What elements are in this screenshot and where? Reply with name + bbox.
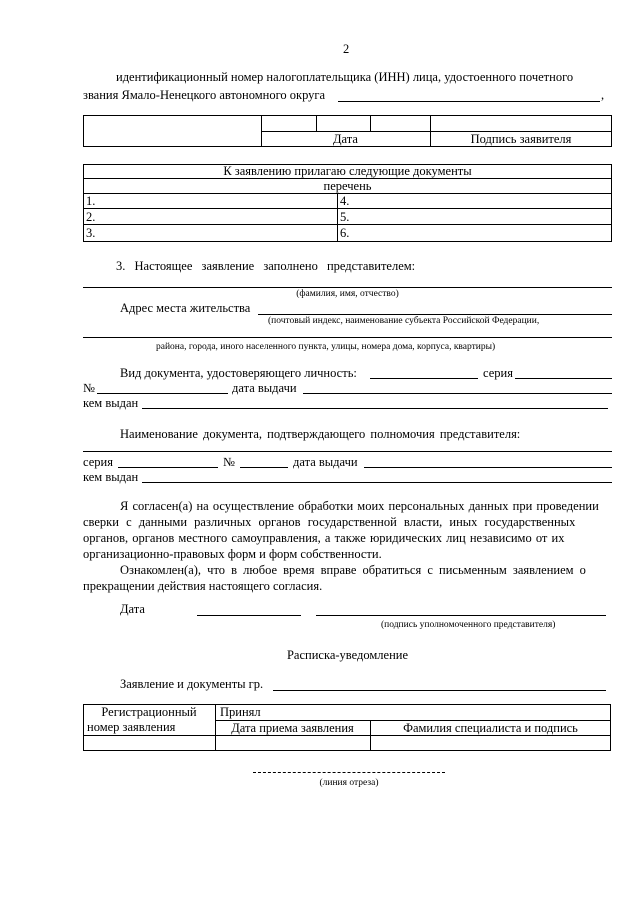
id-doc-label: Вид документа, удостоверяющего личность:	[120, 366, 357, 380]
cut-line-caption: (линия отреза)	[319, 778, 379, 788]
doc-item-2[interactable]: 2.	[86, 210, 96, 224]
id-series-label: серия	[483, 366, 513, 380]
docs-header: К заявлению прилагаю следующие документы	[223, 164, 472, 178]
receipt-line-label: Заявление и документы гр.	[120, 677, 264, 691]
auth-issued-by-label: кем выдан	[83, 470, 139, 484]
auth-number-label: №	[223, 455, 235, 469]
signature-label: Подпись заявителя	[470, 132, 572, 146]
doc-item-4[interactable]: 4.	[340, 194, 350, 208]
id-issued-by-label: кем выдан	[83, 396, 139, 410]
sig-cell-div2	[370, 115, 371, 131]
doc-item-1[interactable]: 1.	[86, 194, 96, 208]
id-issue-date-label: дата выдачи	[232, 381, 297, 395]
consent-p1-line2: сверки с данными различных органов государственной власти, иных государственных	[83, 515, 576, 529]
id-number-input-line[interactable]	[97, 393, 228, 394]
page-number: 2	[343, 42, 350, 56]
id-doc-input-line[interactable]	[370, 378, 478, 379]
consent-p1-line4: организационно-правовых форм и форм собственности.	[83, 547, 382, 561]
inn-input-line[interactable]	[338, 101, 600, 102]
authority-input-line[interactable]	[83, 451, 612, 452]
id-number-label: №	[83, 381, 95, 395]
sign2-signature-input-line[interactable]	[316, 615, 606, 616]
auth-series-input-line[interactable]	[118, 467, 218, 468]
receipt-name-input-line[interactable]	[273, 690, 606, 691]
consent-p2-line1: Ознакомлен(а), что в любое время вправе обратиться с письменным заявлением о	[120, 563, 586, 577]
receipt-title: Расписка-уведомление	[286, 648, 409, 662]
auth-issue-date-label: дата выдачи	[293, 455, 358, 469]
address-label: Адрес места жительства	[120, 301, 251, 315]
address-caption-1: (почтовый индекс, наименование субъекта Российской Федерации,	[268, 316, 540, 326]
doc-item-5[interactable]: 5.	[340, 210, 350, 224]
receipt-col3: Фамилия специалиста и подпись	[403, 721, 578, 735]
doc-item-3[interactable]: 3.	[86, 226, 96, 240]
cut-line	[253, 772, 445, 773]
receipt-col1-line2: номер заявления	[87, 720, 176, 734]
id-issue-date-input-line[interactable]	[303, 393, 612, 394]
docs-subheader: перечень	[323, 179, 372, 193]
sign2-date-label: Дата	[120, 602, 145, 616]
inn-comma: ,	[601, 88, 605, 102]
sig-cell-div1	[316, 115, 317, 131]
sign2-date-input-line[interactable]	[197, 615, 301, 616]
sign2-caption: (подпись уполномоченного представителя)	[381, 620, 556, 630]
receipt-accepted: Принял	[220, 705, 261, 719]
consent-p2-line2: прекращении действия настоящего согласия.	[83, 579, 323, 593]
id-issued-by-input-line[interactable]	[142, 408, 608, 409]
auth-issued-by-input-line[interactable]	[142, 482, 612, 483]
inn-line-2: звания Ямало-Ненецкого автономного округа	[83, 88, 326, 102]
auth-number-input-line[interactable]	[240, 467, 288, 468]
auth-series-label: серия	[83, 455, 113, 469]
representative-intro: 3. Настоящее заявление заполнено представителем:	[116, 259, 416, 273]
consent-p1-line3: органов, органов местного самоуправления, а также юридических лиц независимо от их	[83, 531, 565, 545]
authority-title: Наименование документа, подтверждающего полномочия представителя:	[120, 427, 521, 441]
id-series-input-line[interactable]	[515, 378, 612, 379]
doc-item-6[interactable]: 6.	[340, 226, 350, 240]
address-caption-2: района, города, иного населенного пункта, улицы, номера дома, корпуса, квартиры)	[156, 342, 496, 352]
fio-caption: (фамилия, имя, отчество)	[296, 289, 399, 299]
address-input-line[interactable]	[258, 314, 612, 315]
consent-p1-line1: Я согласен(а) на осуществление обработки моих персональных данных при проведении	[120, 499, 599, 513]
date-label: Дата	[333, 132, 358, 146]
receipt-col2: Дата приема заявления	[231, 721, 354, 735]
docs-col-div	[337, 193, 338, 242]
inn-line-1: идентификационный номер налогоплательщика (ИНН) лица, удостоенного почетного	[116, 70, 574, 84]
address-input-line-2[interactable]	[83, 337, 612, 338]
receipt-col1-line1: Регистрационный	[101, 705, 197, 719]
auth-issue-date-input-line[interactable]	[364, 467, 612, 468]
fio-input-line[interactable]	[83, 287, 612, 288]
